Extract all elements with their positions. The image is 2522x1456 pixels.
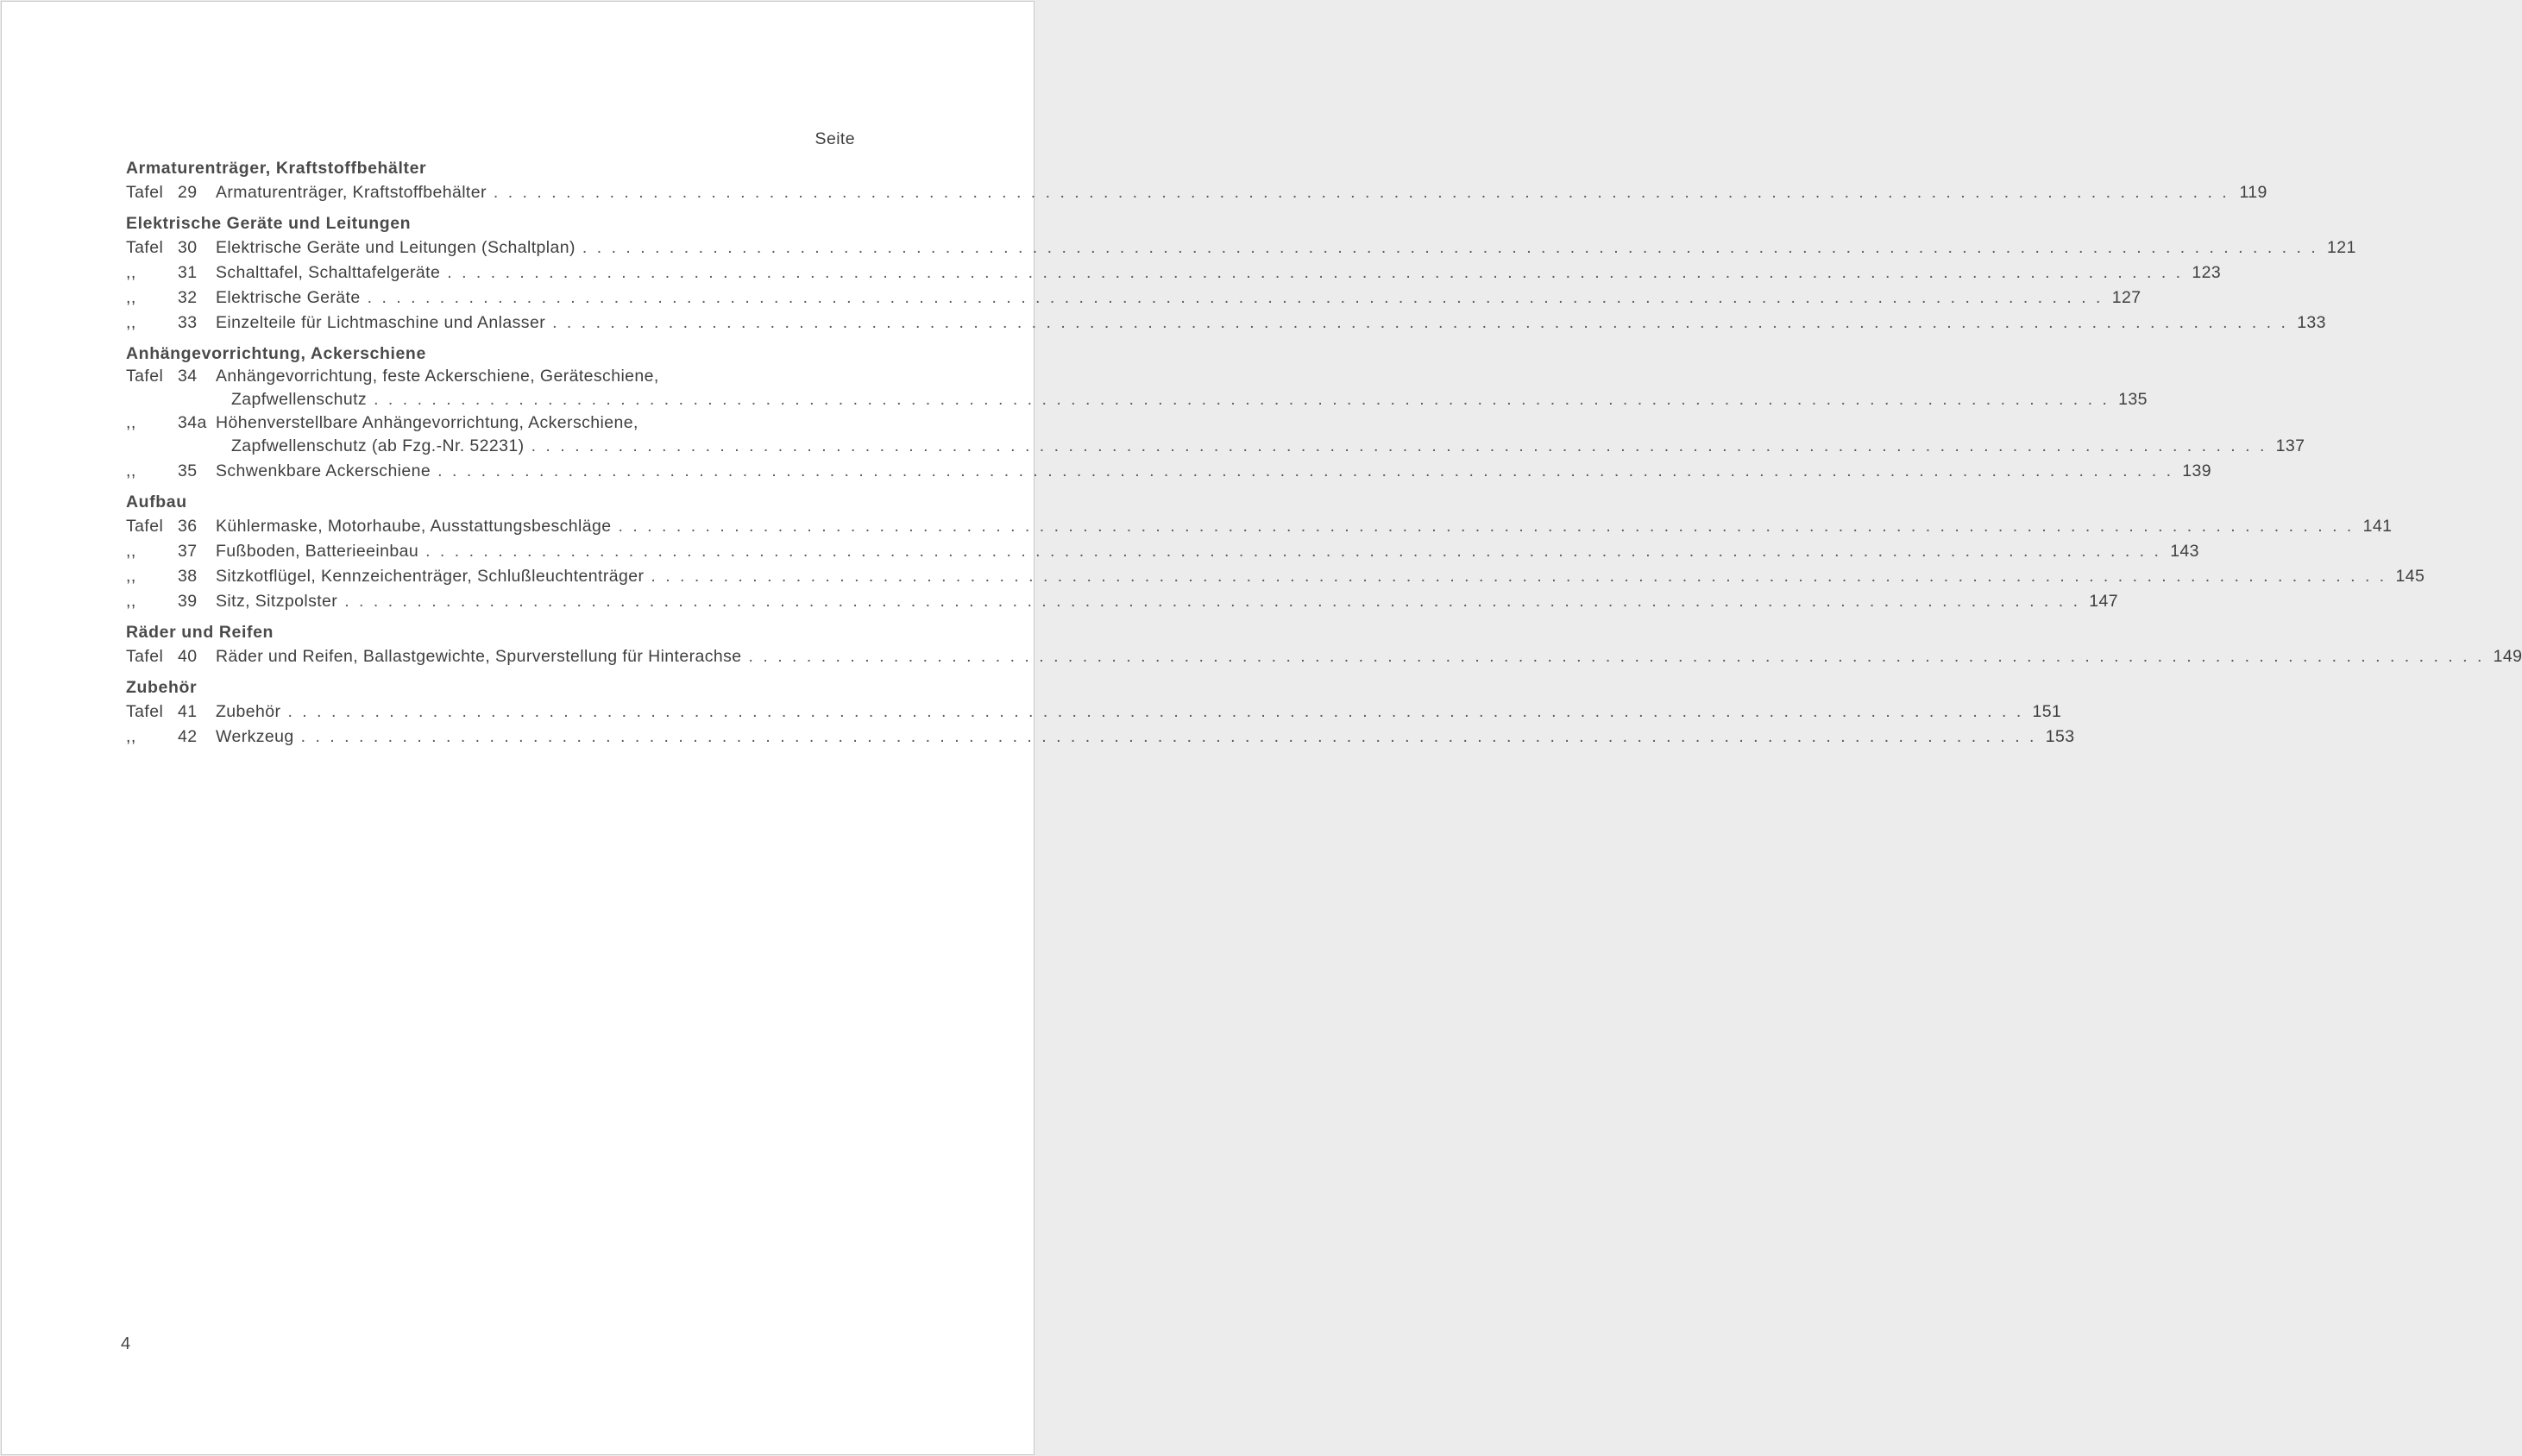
dot-leader: . . . . . . . . . . . . . . . . . . . . . . . . . . . . . . . . . . . . . . . . . . . . . . . . . . . . . . . . . . . . . . . . . . . . . . . . . . . . . . . . . . . . . . . . . . . . . . . . . . . . . . . . . . . . . . . . . . . . . . . . (344, 592, 2081, 611)
toc-section (126, 157, 2267, 205)
toc-entry (126, 180, 2267, 205)
entry-title: Höhenverstellbare Anhängevorrichtung, Ackerschiene, (216, 413, 638, 432)
toc-entry-line (126, 311, 2326, 336)
entry-title: Räder und Reifen, Ballastgewichte, Spurverstellung für Hinterachse (216, 647, 742, 666)
entry-title: Zubehör (216, 702, 281, 721)
dot-leader: . . . . . . . . . . . . . . . . . . . . . . . . . . . . . . . . . . . . . . . . . . . . . . . . . . . . . . . . . . . . . . . . . . . . . . . . . . . . . . . . . . . . . . . . . . . . . . . . . . . . . . . . . . . . . . . . . . . . . . . . (437, 461, 2173, 480)
toc-entry (126, 725, 2075, 750)
tafel-prefix: Tafel (126, 647, 164, 666)
entry-title: Armaturenträger, Kraftstoffbehälter (216, 183, 487, 202)
toc-entry (126, 564, 2425, 589)
dot-leader: . . . . . . . . . . . . . . . . . . . . . . . . . . . . . . . . . . . . . . . . . . . . . . . . . . . . . . . . . . . . . . . . . . . . . . . . . . . . . . . . . . . . . . . . . . . . . . . . . . . . . . . . . . . . . . . . . . . . . . . . (287, 702, 2024, 721)
toc-entry-line (126, 459, 2211, 484)
tafel-prefix: ,, (126, 288, 136, 307)
toc-section (126, 676, 2075, 750)
tafel-number: 42 (178, 727, 198, 746)
page-reference: 143 (2170, 542, 2199, 561)
page-reference: 123 (2192, 263, 2222, 282)
page-reference: 145 (2395, 567, 2425, 586)
dot-leader: . . . . . . . . . . . . . . . . . . . . . . . . . . . . . . . . . . . . . . . . . . . . . . . . . . . . . . . . . . . . . . . . . . . . . . . . . . . . . . . . . . . . . . . . . . . . . . . . . . . . . . . . . . . . . . . . . . . . . . . . (447, 263, 2184, 282)
page-reference: 139 (2182, 461, 2211, 480)
toc-entry-line (126, 589, 2119, 614)
page-reference: 151 (2032, 702, 2062, 721)
tafel-number: 34a (178, 413, 207, 432)
tafel-number: 37 (178, 542, 198, 561)
toc-entry-line (126, 539, 2199, 564)
entry-title: Elektrische Geräte (216, 288, 361, 307)
section-heading: Räder und Reifen (126, 623, 274, 642)
page-number: 4 (121, 1334, 131, 1353)
toc-entry (126, 235, 2356, 260)
entry-title: Werkzeug (216, 727, 294, 746)
tafel-prefix: ,, (126, 461, 136, 480)
dot-leader: . . . . . . . . . . . . . . . . . . . . . . . . . . . . . . . . . . . . . . . . . . . . . . . . . . . . . . . . . . . . . . . . . . . . . . . . . . . . . . . . . . . . . . . . . . . . . . . . . . . . . . . . . . . . . . . . . . . . . . . . (367, 288, 2104, 307)
tafel-number: 33 (178, 313, 198, 332)
document-page (1, 1, 2522, 1455)
dot-leader: . . . . . . . . . . . . . . . . . . . . . . . . . . . . . . . . . . . . . . . . . . . . . . . . . . . . . . . . . . . . . . . . . . . . . . . . . . . . . . . . . . . . . . . . . . . . . . . . . . . . . . . . . . . . . . . . . . . . . . . . (300, 727, 2037, 746)
seite-column-label: Seite (814, 129, 855, 148)
tafel-prefix: ,, (126, 567, 136, 586)
table-of-contents (126, 128, 2522, 750)
tafel-prefix: ,, (126, 413, 136, 432)
toc-entry (126, 412, 2305, 459)
toc-entry-line (126, 387, 2148, 412)
page-reference: 119 (2239, 183, 2267, 202)
dot-leader: . . . . . . . . . . . . . . . . . . . . . . . . . . . . . . . . . . . . . . . . . . . . . . . . . . . . . . . . . . . . . . . . . . . . . . . . . . . . . . . . . . . . . . . . . . . . . . . . . . . . . . . . . . . . . . . . . . . . . . . . (552, 313, 2288, 332)
tafel-number: 39 (178, 592, 198, 611)
tafel-prefix: ,, (126, 263, 136, 282)
toc-entry-line (126, 412, 855, 434)
page-reference: 135 (2118, 390, 2148, 409)
toc-section (126, 621, 2522, 669)
dot-leader: . . . . . . . . . . . . . . . . . . . . . . . . . . . . . . . . . . . . . . . . . . . . . . . . . . . . . . . . . . . . . . . . . . . . . . . . . . . . . . . . . . . . . . . . . . . . . . . . . . . . . . . . . . . . . . . . . . . . . . . . (748, 647, 2485, 666)
toc-entry-line (126, 514, 2393, 539)
toc-entry-line (126, 700, 2062, 725)
page-reference: 127 (2111, 288, 2141, 307)
entry-title: Fußboden, Batterieeinbau (216, 542, 419, 561)
dot-leader: . . . . . . . . . . . . . . . . . . . . . . . . . . . . . . . . . . . . . . . . . . . . . . . . . . . . . . . . . . . . . . . . . . . . . . . . . . . . . . . . . . . . . . . . . . . . . . . . . . . . . . . . . . . . . . . . . . . . . . . . (374, 390, 2110, 409)
page-reference: 153 (2045, 727, 2075, 746)
toc-entry-line (126, 725, 2075, 750)
tafel-number: 36 (178, 517, 198, 536)
page-reference: 147 (2089, 592, 2119, 611)
toc-entry-line (126, 235, 2356, 260)
section-heading: Elektrische Geräte und Leitungen (126, 214, 412, 233)
dot-leader: . . . . . . . . . . . . . . . . . . . . . . . . . . . . . . . . . . . . . . . . . . . . . . . . . . . . . . . . . . . . . . . . . . . . . . . . . . . . . . . . . . . . . . . . . . . . . . . . . . . . . . . . . . . . . . . . . . . . . . . . (582, 238, 2318, 257)
tafel-prefix: Tafel (126, 183, 164, 202)
toc-entry (126, 539, 2199, 564)
toc-entry (126, 286, 2141, 311)
toc-entry (126, 311, 2326, 336)
section-heading: Zubehör (126, 678, 198, 697)
tafel-number: 38 (178, 567, 198, 586)
toc-section (126, 212, 2356, 336)
toc-entry (126, 644, 2522, 669)
toc-entry (126, 514, 2393, 539)
page-reference: 137 (2275, 436, 2305, 455)
toc-entry-line (126, 564, 2425, 589)
tafel-prefix: Tafel (126, 367, 164, 386)
toc-entry-line (126, 260, 2222, 286)
toc-entry (126, 260, 2222, 286)
dot-leader: . . . . . . . . . . . . . . . . . . . . . . . . . . . . . . . . . . . . . . . . . . . . . . . . . . . . . . . . . . . . . . . . . . . . . . . . . . . . . . . . . . . . . . . . . . . . . . . . . . . . . . . . . . . . . . . . . . . . . . . . (651, 567, 2387, 586)
tafel-number: 41 (178, 702, 198, 721)
tafel-number: 35 (178, 461, 198, 480)
page-reference: 133 (2297, 313, 2326, 332)
entry-title: Zapfwellenschutz (ab Fzg.-Nr. 52231) (231, 436, 525, 455)
entry-title: Sitzkotflügel, Kennzeichenträger, Schlußleuchtenträger (216, 567, 645, 586)
section-heading: Anhängevorrichtung, Ackerschiene (126, 344, 426, 363)
tafel-number: 32 (178, 288, 198, 307)
dot-leader: . . . . . . . . . . . . . . . . . . . . . . . . . . . . . . . . . . . . . . . . . . . . . . . . . . . . . . . . . . . . . . . . . . . . . . . . . . . . . . . . . . . . . . . . . . . . . . . . . . . . . . . . . . . . . . . . . . . . . . . . (618, 517, 2355, 536)
tafel-number: 29 (178, 183, 198, 202)
tafel-number: 34 (178, 367, 198, 386)
toc-entry-line (126, 644, 2522, 669)
toc-entry (126, 589, 2119, 614)
tafel-prefix: Tafel (126, 517, 164, 536)
entry-title: Einzelteile für Lichtmaschine und Anlasser (216, 313, 546, 332)
entry-title: Schwenkbare Ackerschiene (216, 461, 431, 480)
entry-title: Anhängevorrichtung, feste Ackerschiene, Geräteschiene, (216, 367, 659, 386)
tafel-prefix: ,, (126, 313, 136, 332)
toc-section (126, 491, 2425, 614)
toc-entry-line (126, 286, 2141, 311)
entry-title: Kühlermaske, Motorhaube, Ausstattungsbeschläge (216, 517, 612, 536)
dot-leader: . . . . . . . . . . . . . . . . . . . . . . . . . . . . . . . . . . . . . . . . . . . . . . . . . . . . . . . . . . . . . . . . . . . . . . . . . . . . . . . . . . . . . . . . . . . . . . . . . . . . . . . . . . . . . . . . . . . . . . . . (531, 436, 2267, 455)
entry-title: Sitz, Sitzpolster (216, 592, 338, 611)
section-heading: Armaturenträger, Kraftstoffbehälter (126, 159, 427, 178)
toc-section (126, 342, 2305, 484)
tafel-prefix: Tafel (126, 238, 164, 257)
tafel-number: 30 (178, 238, 198, 257)
page-reference: 141 (2362, 517, 2393, 536)
entry-title: Zapfwellenschutz (231, 390, 368, 409)
entry-title: Elektrische Geräte und Leitungen (Schaltplan) (216, 238, 575, 257)
page-reference: 149 (2493, 647, 2522, 666)
entry-title: Schalttafel, Schalttafelgeräte (216, 263, 441, 282)
section-heading: Aufbau (126, 493, 187, 511)
toc-entry (126, 366, 2148, 412)
tafel-prefix: ,, (126, 542, 136, 561)
page-reference: 121 (2327, 238, 2356, 257)
tafel-prefix: ,, (126, 592, 136, 611)
toc-entry-line (126, 366, 855, 387)
toc-entry-line (126, 180, 2267, 205)
toc-entry (126, 459, 2211, 484)
tafel-prefix: Tafel (126, 702, 164, 721)
dot-leader: . . . . . . . . . . . . . . . . . . . . . . . . . . . . . . . . . . . . . . . . . . . . . . . . . . . . . . . . . . . . . . . . . . . . . . . . . . . . . . . . . . . . . . . . . . . . . . . . . . . . . . . . . . . . . . . . . . . . . . . . (493, 183, 2230, 202)
toc-entry (126, 700, 2062, 725)
tafel-number: 31 (178, 263, 198, 282)
tafel-number: 40 (178, 647, 198, 666)
tafel-prefix: ,, (126, 727, 136, 746)
dot-leader: . . . . . . . . . . . . . . . . . . . . . . . . . . . . . . . . . . . . . . . . . . . . . . . . . . . . . . . . . . . . . . . . . . . . . . . . . . . . . . . . . . . . . . . . . . . . . . . . . . . . . . . . . . . . . . . . . . . . . . . . (425, 542, 2161, 561)
toc-entry-line (126, 434, 2305, 459)
